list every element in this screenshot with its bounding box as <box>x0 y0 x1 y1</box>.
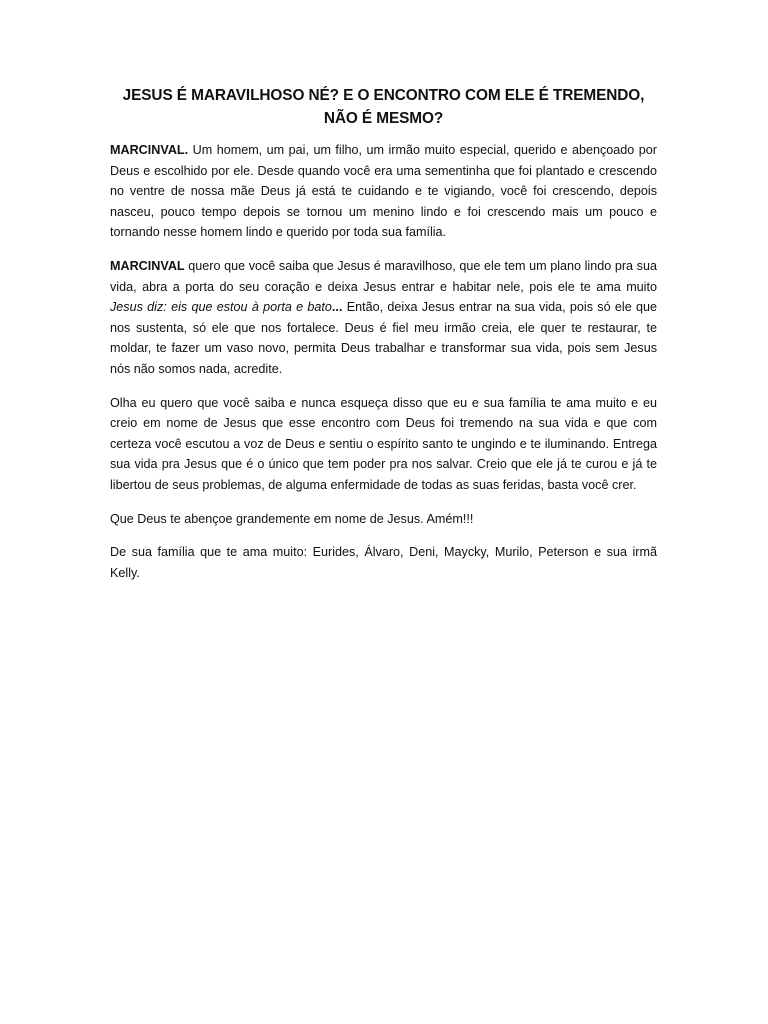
paragraph-2-text-before: quero que você saiba que Jesus é maravilhoso, que ele tem um plano lindo pra sua vida, abra a porta do seu coração e deixa Jesus entrar e habitar nele, pois ele te ama muito <box>110 258 657 294</box>
paragraph-1-text: Um homem, um pai, um filho, um irmão muito especial, querido e abençoado por Deus e escolhido por ele. Desde quando você era uma sementinha que foi plantado e crescendo no ventre de nossa mãe Deus já está te cuidando e te vigiando, você foi crescendo, depois nasceu, pouco tempo depois se tornou um menino lindo e foi crescendo mais um pouco e tornando nesse homem lindo e querido por toda sua família. <box>110 143 657 240</box>
document-page <box>110 84 657 596</box>
paragraph-1 <box>110 140 657 243</box>
document-title: JESUS É MARAVILHOSO NÉ? E O ENCONTRO COM ELE É TREMENDO, NÃO É MESMO? <box>122 87 645 127</box>
paragraph-3: Olha eu quero que você saiba e nunca esqueça disso que eu e sua família te ama muito e eu creio em nome de Jesus que esse encontro com Deus foi tremendo na sua vida e que com certeza você escutou a voz de Deus e sentiu o espírito santo te ungindo e te iluminando. Entrega sua vida pra Jesus que é o único que tem poder pra nos salvar. Creio que ele já te curou e já te libertou de seus problemas, de alguma enfermidade de todas as suas feridas, basta você crer. <box>110 395 657 492</box>
family-signature: De sua família que te ama muito: Eurides, Álvaro, Deni, Maycky, Murilo, Peterson e sua irmã Kelly. <box>110 545 657 580</box>
addressee-name: MARCINVAL <box>110 258 185 273</box>
quote-ellipsis: ... <box>331 300 343 315</box>
bible-quote: Jesus diz: eis que estou à porta e bato <box>110 300 332 315</box>
addressee-name: MARCINVAL. <box>110 143 189 157</box>
blessing-line: Que Deus te abençoe grandemente em nome de Jesus. Amém!!! <box>110 511 474 526</box>
paragraph-2-text-after: Então, deixa Jesus entrar na sua vida, pois só ele que nos sustenta, só ele que nos fortalece. Deus é fiel meu irmão creia, ele quer te restaurar, te moldar, te fazer um vaso novo, permita Deus trabalhar e transformar sua vida, pois sem Jesus nós não somos nada, acredite. <box>110 300 657 376</box>
paragraph-2 <box>110 256 657 380</box>
